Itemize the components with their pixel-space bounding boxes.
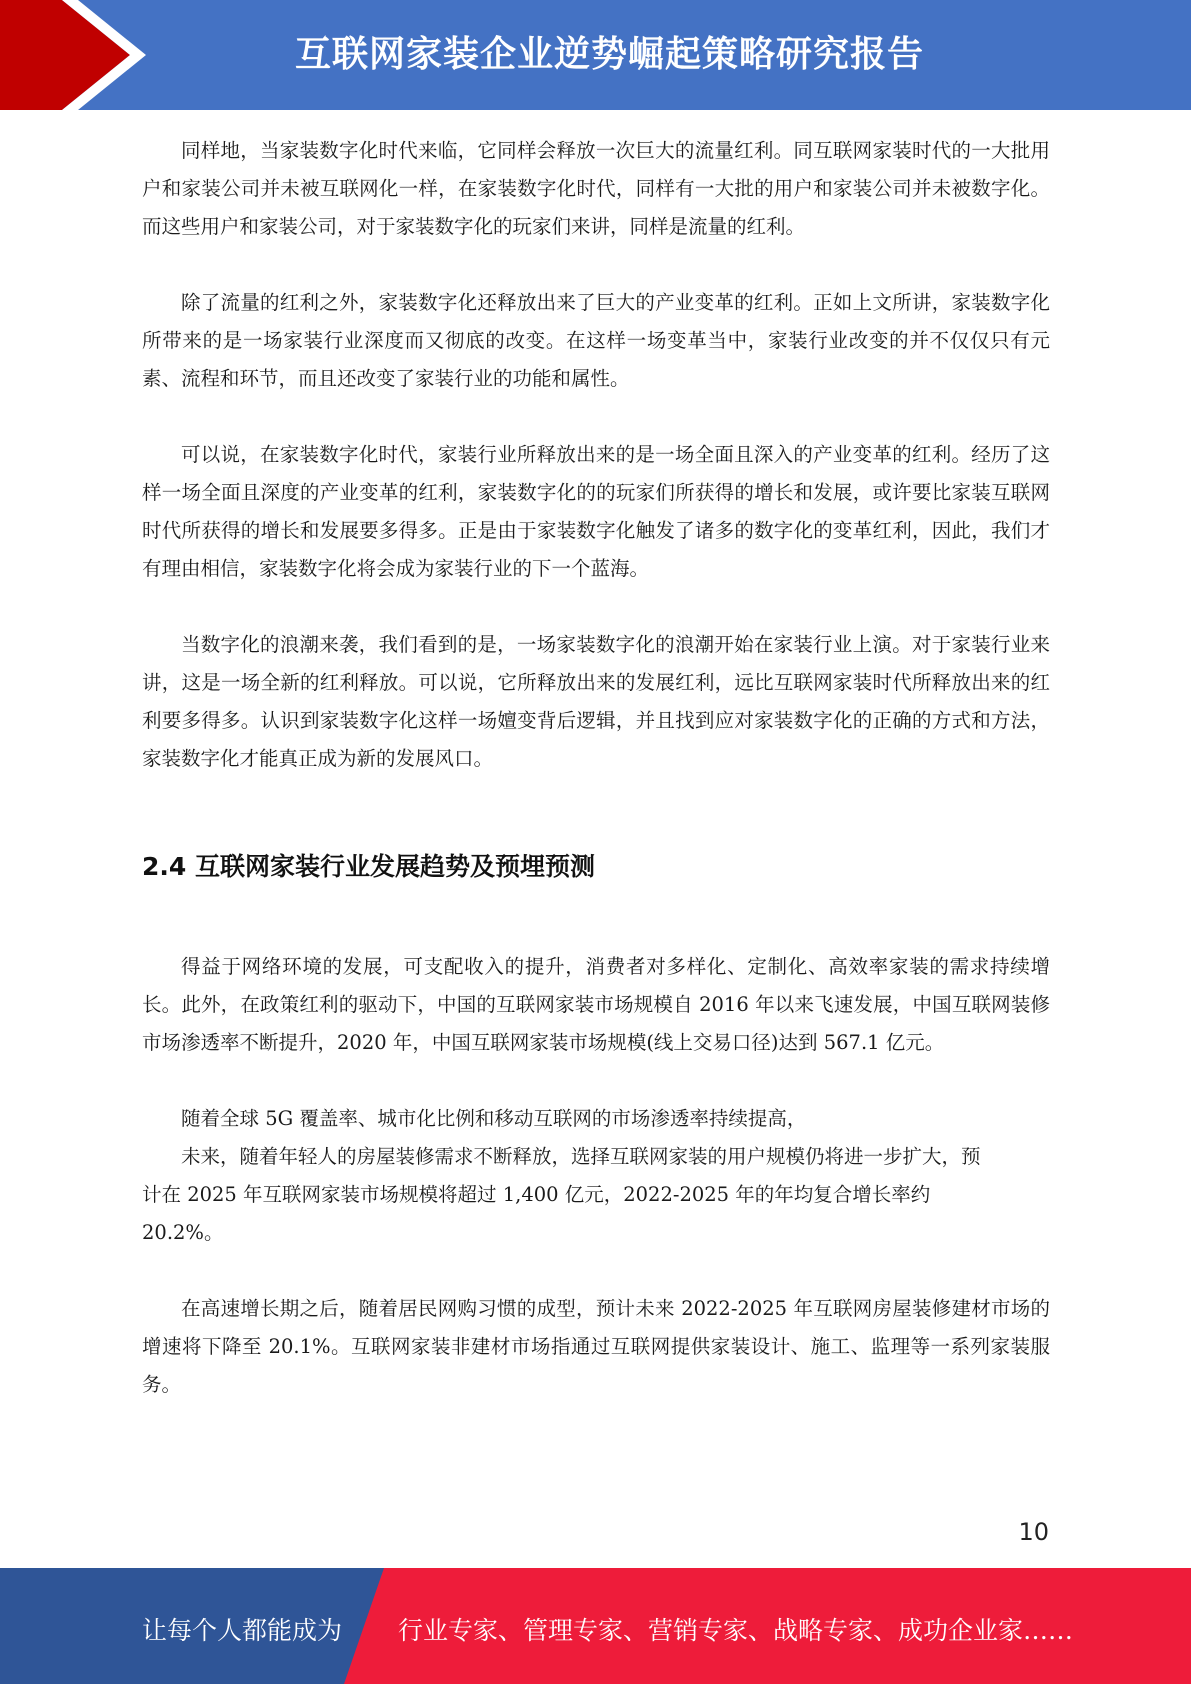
- text-line: 20.2%。: [142, 1221, 224, 1244]
- text-line: 未来，随着年轻人的房屋装修需求不断释放，选择互联网家装的用户规模仍将进一步扩大，预: [181, 1145, 981, 1168]
- paragraph: 同样地，当家装数字化时代来临，它同样会释放一次巨大的流量红利。同互联网家装时代的一大批用户和家装公司并未被互联网化一样，在家装数字化时代，同样有一大批的用户和家装公司并未被数字化。而这些用户和家装公司，对于家装数字化的玩家们来讲，同样是流量的红利。: [142, 139, 1050, 238]
- page-number: 10: [1018, 1518, 1049, 1546]
- paragraph-block: [142, 1100, 1050, 1252]
- paragraph: 除了流量的红利之外，家装数字化还释放出来了巨大的产业变革的红利。正如上文所讲，家装数字化所带来的是一场家装行业深度而又彻底的改变。在这样一场变革当中，家装行业改变的并不仅仅只有元素、流程和环节，而且还改变了家装行业的功能和属性。: [142, 291, 1050, 390]
- footer-slogan-right: 行业专家、管理专家、营销专家、战略专家、成功企业家……: [398, 1616, 1074, 1645]
- page-footer: [0, 1568, 1191, 1684]
- paragraph: 得益于网络环境的发展，可支配收入的提升，消费者对多样化、定制化、高效率家装的需求持续增长。此外，在政策红利的驱动下，中国的互联网家装市场规模自 2016 年以来飞速发展，中国互联网装修市场渗透率不断提升，2020 年，中国互联网家装市场规模(线上交易口径)达到 567.1 亿元。: [142, 955, 1050, 1054]
- text-line: 随着全球 5G 覆盖率、城市化比例和移动互联网的市场渗透率持续提高，: [181, 1107, 807, 1130]
- red-arrow-decoration: [0, 0, 160, 110]
- text-line: 计在 2025 年互联网家装市场规模将超过 1,400 亿元，2022-2025 年的年均复合增长率约: [142, 1183, 931, 1206]
- paragraph: 可以说，在家装数字化时代，家装行业所释放出来的是一场全面且深入的产业变革的红利。经历了这样一场全面且深度的产业变革的红利，家装数字化的的玩家们所获得的增长和发展，或许要比家装互联网时代所获得的增长和发展要多得多。正是由于家装数字化触发了诸多的数字化的变革红利，因此，我们才有理由相信，家装数字化将会成为家装行业的下一个蓝海。: [142, 443, 1050, 580]
- section-heading: 2.4 互联网家装行业发展趋势及预埋预测: [142, 852, 595, 881]
- paragraph: 在高速增长期之后，随着居民网购习惯的成型，预计未来 2022-2025 年互联网房屋装修建材市场的增速将下降至 20.1%。互联网家装非建材市场指通过互联网提供家装设计、施工、监理等一系列家装服务。: [142, 1297, 1050, 1396]
- paragraph: 当数字化的浪潮来袭，我们看到的是，一场家装数字化的浪潮开始在家装行业上演。对于家装行业来讲，这是一场全新的红利释放。可以说，它所释放出来的发展红利，远比互联网家装时代所释放出来的红利要多得多。认识到家装数字化这样一场嬗变背后逻辑，并且找到应对家装数字化的正确的方式和方法，家装数字化才能真正成为新的发展风口。: [142, 633, 1050, 770]
- report-title: 互联网家装企业逆势崛起策略研究报告: [295, 34, 925, 75]
- report-header: [0, 0, 1191, 110]
- page-content: [142, 132, 1050, 1442]
- footer-slogan-left: 让每个人都能成为: [142, 1616, 343, 1645]
